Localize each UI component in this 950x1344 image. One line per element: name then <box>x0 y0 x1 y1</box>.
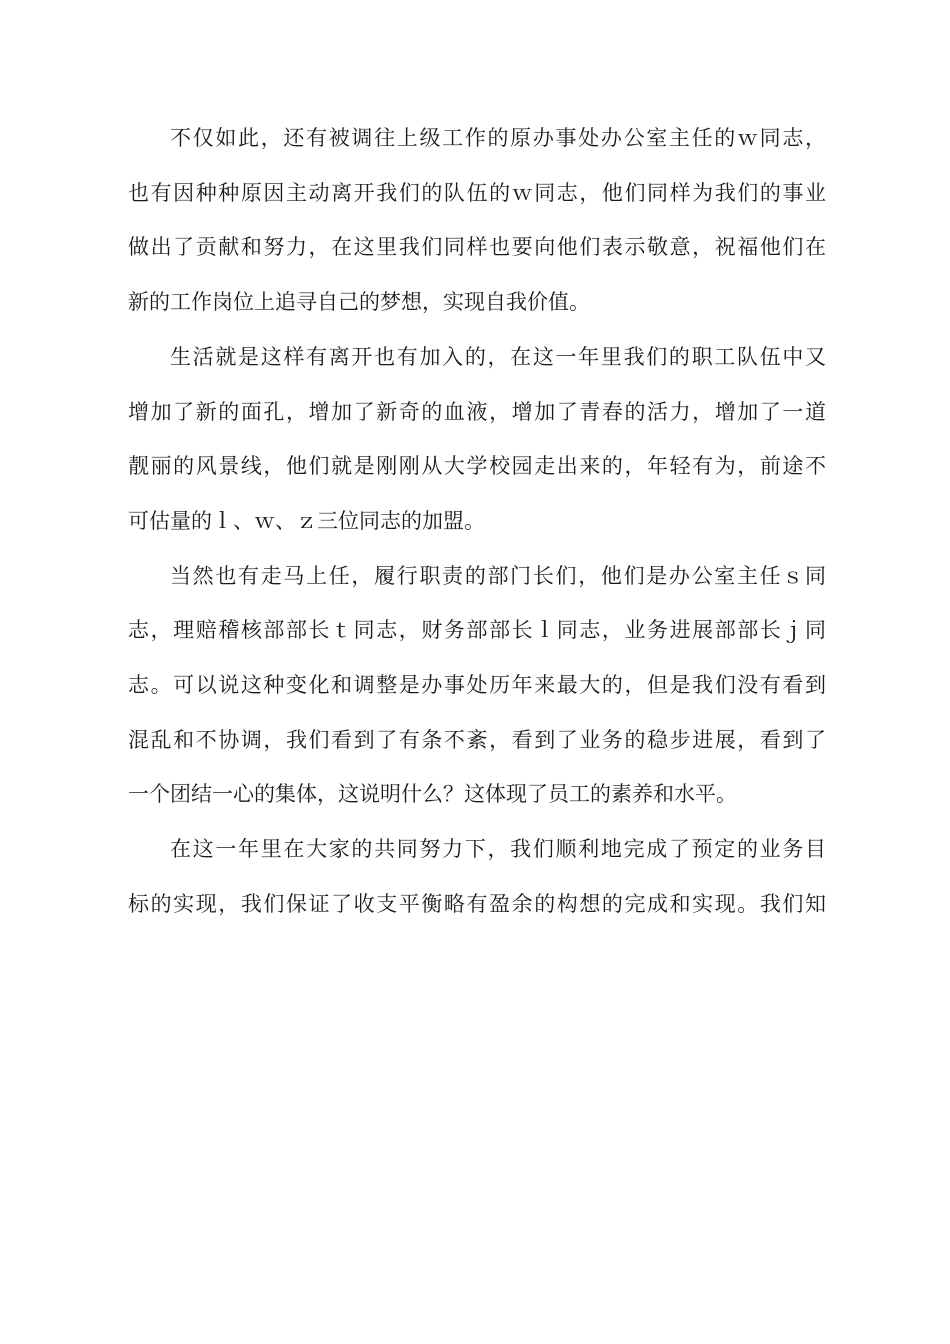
document-body <box>128 111 826 932</box>
text-line: 生活就是这样有离开也有加入的，在这一年里我们的职工队伍中又 <box>170 344 826 369</box>
text-line: 新的工作岗位上追寻自己的梦想，实现自我价值。 <box>128 290 590 315</box>
paragraph-4 <box>128 822 826 931</box>
text-line: 当然也有走马上任，履行职责的部门长们，他们是办公室主任ｓ同 <box>170 563 826 588</box>
paragraph-1 <box>128 111 826 330</box>
text-line: 不仅如此，还有被调往上级工作的原办事处办公室主任的ｗ同志， <box>170 126 826 150</box>
text-line: 可估量的ｌ、ｗ、ｚ三位同志的加盟。 <box>128 508 485 533</box>
text-line: 增加了新的面孔，增加了新奇的血液，增加了青春的活力，增加了一道 <box>128 399 826 424</box>
text-line: 标的实现，我们保证了收支平衡略有盈余的构想的完成和实现。我们知 <box>128 891 826 916</box>
text-line: 一个团结一心的集体，这说明什么？这体现了员工的素养和水平。 <box>128 782 737 807</box>
paragraph-3 <box>128 549 826 823</box>
text-line: 混乱和不协调，我们看到了有条不紊，看到了业务的稳步进展，看到了 <box>128 727 826 752</box>
text-line: 靓丽的风景线，他们就是刚刚从大学校园走出来的，年轻有为，前途不 <box>128 454 826 479</box>
text-line: 志。可以说这种变化和调整是办事处历年来最大的，但是我们没有看到 <box>128 673 826 698</box>
text-line: 也有因种种原因主动离开我们的队伍的ｗ同志，他们同样为我们的事业 <box>128 180 826 205</box>
text-line: 在这一年里在大家的共同努力下，我们顺利地完成了预定的业务目 <box>170 837 826 862</box>
text-line: 做出了贡献和努力，在这里我们同样也要向他们表示敬意，祝福他们在 <box>128 235 826 260</box>
text-line: 志，理赔稽核部部长ｔ同志，财务部部长ｌ同志，业务进展部部长ｊ同 <box>128 618 826 643</box>
paragraph-2 <box>128 330 826 549</box>
